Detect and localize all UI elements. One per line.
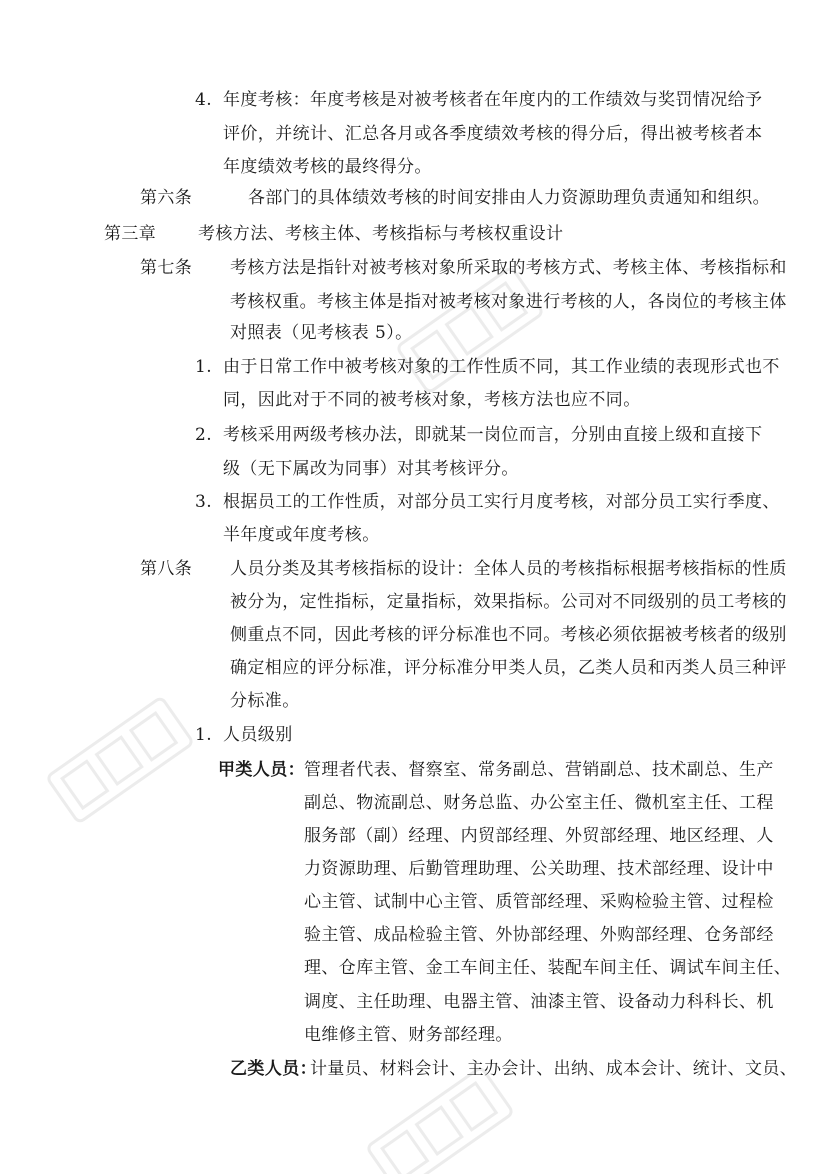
class-a-line-2: 副总、物流副总、财务总监、办公室主任、微机室主任、工程	[304, 793, 774, 813]
class-a-line-3: 服务部（副）经理、内贸部经理、外贸部经理、地区经理、人	[304, 826, 774, 846]
article6-label: 第六条	[140, 188, 193, 208]
class-a-line-1: 管理者代表、督察室、常务副总、营销副总、技术副总、生产	[304, 760, 774, 780]
article7-item3-number: 3.	[195, 492, 213, 512]
article8-line-5: 分标准。	[230, 691, 300, 711]
article7-line-2: 考核权重。考核主体是指对被考核对象进行考核的人，各岗位的考核主体	[230, 292, 787, 312]
class-b-line-1: 计量员、材料会计、主办会计、出纳、成本会计、统计、文员、	[310, 1059, 798, 1079]
class-a-line-4: 力资源助理、后勤管理助理、公关助理、技术部经理、设计中	[304, 859, 774, 879]
article7-item1-line-2: 同，因此对于不同的被考核对象，考核方法也应不同。	[223, 390, 641, 410]
chapter3-title: 考核方法、考核主体、考核指标与考核权重设计	[198, 224, 564, 244]
class-a-line-5: 心主管、试制中心主管、质管部经理、采购检验主管、过程检	[304, 892, 774, 912]
article7-item1-line-1: 由于日常工作中被考核对象的工作性质不同，其工作业绩的表现形式也不	[223, 357, 780, 377]
item4-line-1: 年度考核：年度考核是对被考核者在年度内的工作绩效与奖罚情况给予	[223, 90, 763, 110]
article7-item3-line-2: 半年度或年度考核。	[223, 525, 380, 545]
class-a-line-7: 理、仓库主管、金工车间主任、装配车间主任、调试车间主任、	[304, 958, 792, 978]
article7-label: 第七条	[140, 258, 193, 278]
article7-item1-number: 1.	[195, 357, 213, 377]
article6-text: 各部门的具体绩效考核的时间安排由人力资源助理负责通知和组织。	[248, 188, 770, 208]
article8-line-2: 被分为，定性指标，定量指标，效果指标。公司对不同级别的员工考核的	[230, 592, 787, 612]
item4-line-2: 评价，并统计、汇总各月或各季度绩效考核的得分后，得出被考核者本	[223, 124, 763, 144]
article8-item1-text: 人员级别	[223, 725, 293, 745]
article8-label: 第八条	[140, 559, 193, 579]
class-b-label: 乙类人员：	[230, 1059, 317, 1079]
article7-item2-line-2: 级（无下属改为同事）对其考核评分。	[223, 459, 519, 479]
article8-line-3: 侧重点不同，因此考核的评分标准也不同。考核必须依据被考核者的级别	[230, 625, 787, 645]
item4-line-3: 年度绩效考核的最终得分。	[223, 157, 432, 177]
article7-item2-number: 2.	[195, 425, 213, 445]
article8-item1-number: 1.	[195, 725, 213, 745]
article8-line-1: 人员分类及其考核指标的设计：全体人员的考核指标根据考核指标的性质	[230, 559, 787, 579]
article7-item2-line-1: 考核采用两级考核办法，即就某一岗位而言，分别由直接上级和直接下	[223, 425, 763, 445]
article8-line-4: 确定相应的评分标准，评分标准分甲类人员，乙类人员和丙类人员三种评	[230, 658, 787, 678]
chapter3-label: 第三章	[104, 224, 157, 244]
class-a-line-6: 验主管、成品检验主管、外协部经理、外购部经理、仓务部经	[304, 925, 774, 945]
class-a-label: 甲类人员：	[218, 760, 305, 780]
class-a-line-8: 调度、主任助理、电器主管、油漆主管、设备动力科科长、机	[304, 992, 774, 1012]
article7-line-1: 考核方法是指针对被考核对象所采取的考核方式、考核主体、考核指标和	[230, 258, 787, 278]
item4-number: 4.	[195, 90, 213, 110]
class-a-line-9: 电维修主管、财务部经理。	[304, 1025, 513, 1045]
article7-line-3: 对照表（见考核表 5）。	[230, 323, 413, 343]
article7-item3-line-1: 根据员工的工作性质，对部分员工实行月度考核，对部分员工实行季度、	[223, 492, 780, 512]
